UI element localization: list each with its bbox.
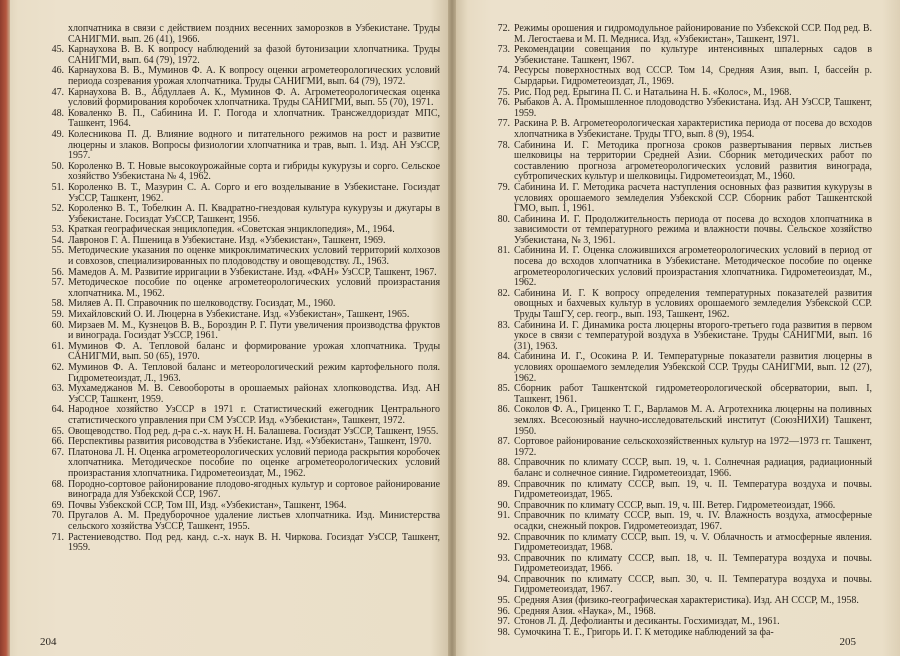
entry-text: Карнаухова В. В. К вопросу наблюдений за фазой бутонизации хлопчатника. Труды САНИГМИ, вып. 64 (79), 1972.: [68, 44, 440, 66]
entry-number: 97.: [497, 616, 510, 628]
entry-number: 98.: [497, 626, 510, 638]
entry-number: 59.: [51, 309, 64, 321]
entry-text: Коваленко В. П., Сабинина И. Г. Погода и хлопчатник. Трансжелдориздат МПС, Ташкент, 1964.: [68, 107, 440, 130]
entry-text: Колесникова П. Д. Влияние водного и питательного режимов на рост и развитие люцерны и злаков. Вопросы физиологии хлопчатника и трав, вып. 1. Изд. АН УзССР, 1957.: [68, 128, 440, 162]
entry-number: 86.: [497, 404, 510, 416]
entry-number: 75.: [497, 86, 510, 98]
entry-number: 60.: [51, 319, 64, 331]
entry-text: Мирзаев М. М., Кузнецов В. В., Бороздин Р. Г. Пути увеличения производства фруктов и винограда. Госиздат УзССР, 1961.: [68, 319, 440, 342]
entry-number: 84.: [497, 351, 510, 363]
bibliography-entry: [40, 363, 440, 384]
entry-number: 72.: [497, 23, 510, 34]
entry-text: Овощеводство. Под ред. д-ра с.-х. наук Н. Н. Балашева. Госиздат УзССР, Ташкент, 1955.: [68, 425, 439, 437]
entry-text: Методическое пособие по оценке агрометеорологических условий произрастания хлопчатника. М., 1962.: [68, 277, 440, 299]
entry-number: 55.: [51, 245, 64, 257]
entry-number: 82.: [497, 287, 510, 299]
bibliography-entry: [40, 480, 440, 501]
entry-number: 54.: [51, 234, 64, 246]
entry-number: 81.: [497, 245, 510, 257]
entry-number: 79.: [497, 181, 510, 193]
entry-number: 96.: [497, 605, 510, 617]
entry-text: Ресурсы поверхностных вод СССР. Том 14, Средняя Азия, вып. I, бассейн р. Сырдарьи. Гидрометеоиздат, Л., 1969.: [514, 65, 872, 87]
bibliography-entry: [486, 437, 872, 458]
entry-text: Мамедов А. М. Развитие ирригации в Узбекистане. Изд. «ФАН» УзССР, Ташкент, 1967.: [68, 266, 437, 278]
entry-text: Справочник по климату СССР, вып. 19, ч. III. Ветер. Гидрометеоиздат, 1966.: [514, 499, 836, 511]
entry-text: Стонов Л. Д. Дефолианты и десиканты. Госхимиздат, М., 1961.: [514, 616, 780, 628]
bibliography-entry: [40, 321, 440, 342]
bibliography-entry: [40, 448, 440, 480]
entry-text: Муминов Ф. А. Тепловой баланс и формирование урожая хлопчатника. Труды САНИГМИ, вып. 50 (65), 1970.: [68, 340, 440, 363]
entry-number: 80.: [497, 213, 510, 225]
entry-text: Сумочкина Т. Е., Григорь И. Г. К методике наблюдений за фа-: [514, 626, 774, 638]
entry-number: 52.: [51, 203, 64, 215]
bibliography-entry: [486, 98, 872, 119]
entry-text: Сабинина И. Г. Оценка сложившихся агрометеорологических условий в период от посева до всходов хлопчатника в Узбекистане. Методическое пособие по оценке агрометеорологических условий произрастания хлопчатника. Гидрометеоиздат, М., 1962.: [514, 245, 872, 289]
entry-text: Справочник по климату СССР, вып. 19, ч. IV. Влажность воздуха, атмосферные осадки, снежный покров. Гидрометеоиздат, 1967.: [514, 510, 872, 532]
entry-text: Растениеводство. Под ред. канд. с.-х. наук В. Н. Чиркова. Госиздат УзССР, Ташкент, 1959.: [68, 531, 440, 554]
bibliography-entry: [486, 141, 872, 183]
entry-text: Муминов Ф. А. Тепловой баланс и метеорологический режим картофельного поля. Гидрометеоиздат, Л., 1963.: [68, 362, 440, 384]
bibliography-entry: [40, 66, 440, 87]
bibliography-entry: [40, 533, 440, 554]
bibliography-entry: [486, 458, 872, 479]
bibliography-entry: [40, 183, 440, 204]
right-page: [452, 0, 900, 656]
entry-text: Короленко В. Т., Мазурин С. А. Сорго и его возделывание в Узбекистане. Госиздат УзССР, Ташкент, 1962.: [68, 181, 440, 204]
entry-text: Средняя Азия (физико-географическая характеристика). Изд. АН СССР, М., 1958.: [514, 595, 859, 607]
entry-number: 47.: [51, 86, 64, 98]
entry-text: Сабинина И. Г. Продолжительность периода от посева до всходов хлопчатника в зависимости от температурного режима и влажности почвы. Сельское хозяйство Узбекистана, № 3, 1961.: [514, 213, 872, 246]
left-page-number: 204: [40, 636, 57, 648]
entry-number: 90.: [497, 499, 510, 511]
entry-number: 68.: [51, 478, 64, 490]
entry-number: 83.: [497, 319, 510, 331]
entry-text: Рыбаков А. А. Промышленное плодоводство Узбекистана. Изд. АН УзССР, Ташкент, 1959.: [514, 97, 872, 119]
entry-number: 66.: [51, 436, 64, 448]
bibliography-entry: [40, 246, 440, 267]
bibliography-entry: [486, 533, 872, 554]
entry-text: Режимы орошения и гидромодульное районирование по Узбекской ССР. Под ред. В. М. Легостаева и М. П. Медниса. Изд. «Узбекистан», Ташкент, 1971.: [514, 23, 872, 45]
entry-number: 87.: [497, 436, 510, 448]
entry-text: Соколов Ф. А., Гриценко Т. Г., Варламов М. А. Агротехника люцерны на поливных землях. Всесоюзный научно-исследовательский институт (СоюзНИХИ) Ташкент, 1950.: [514, 404, 872, 437]
entry-text: Сабинина И. Г. Методика прогноза сроков развертывания первых листьев шелковицы на территории Средней Азии. Сборник методических работ по составлению прогноза агрометеорологических условий развития винограда, субтропических культур и шелковицы. Гидрометеоиздат, М., 1960.: [514, 139, 872, 183]
entry-number: 51.: [51, 181, 64, 193]
book-gutter: [448, 0, 456, 656]
entry-number: 89.: [497, 478, 510, 490]
entry-text: Справочник по климату СССР, вып. 19, ч. V. Облачность и атмосферные явления. Гидрометеоиздат, 1968.: [514, 531, 872, 554]
entry-number: 77.: [497, 118, 510, 130]
entry-text: Сабинина И. Г. К вопросу определения температурных показателей развития овощных и бахчевых культур в условиях орошаемого земледелия Узбекской ССР. Труды ТашГУ, сер. геогр., вып. 193, Ташкент, 1962.: [514, 287, 872, 321]
bibliography-entry: [486, 511, 872, 532]
entry-number: 74.: [497, 65, 510, 77]
entry-text: Миляев А. П. Справочник по шелководству. Госиздат, М., 1960.: [68, 298, 336, 310]
bibliography-entry: [486, 384, 872, 405]
entry-number: 91.: [497, 510, 510, 522]
entry-number: 70.: [51, 510, 64, 522]
bibliography-entry: [486, 24, 872, 45]
entry-text: Пругалов А. М. Предуборочное удаление листьев хлопчатника. Изд. Министерства сельского хозяйства УзССР, Ташкент, 1955.: [68, 510, 440, 532]
entry-text: Краткая географическая энциклопедия. «Советская энциклопедия», М., 1964.: [68, 224, 395, 236]
bibliography-entry: [40, 130, 440, 162]
entry-number: 94.: [497, 573, 510, 585]
entry-number: 56.: [51, 266, 64, 278]
entry-number: 67.: [51, 446, 64, 458]
entry-text: Короленко В. Т., Тобелкин А. П. Квадратно-гнездовая культура кукурузы и джугары в Узбекистане. Госиздат УзССР, Ташкент, 1956.: [68, 203, 440, 225]
entry-text: Справочник по климату СССР, вып. 18, ч. II. Температура воздуха и почвы. Гидрометеоиздат, 1966.: [514, 552, 872, 575]
entry-text: Средняя Азия. «Наука», М., 1968.: [514, 605, 656, 617]
bibliography-entry: [486, 575, 872, 596]
entry-text: хлопчатника в связи с действием поздних весенних заморозков в Узбекистане. Труды САНИГМИ. вып. 26 (41), 1966.: [68, 23, 440, 45]
entry-text: Справочник по климату СССР, вып. 19, ч. II. Температура воздуха и почвы. Гидрометеоиздат, 1965.: [514, 478, 872, 501]
entry-text: Карнаухова В. В., Абдуллаев А. К., Муминов Ф. А. Агрометеорологическая оценка условий формирования коробочек хлопчатника. Труды САНИГМИ, вып. 55 (70), 1971.: [68, 86, 440, 109]
entry-text: Сборник работ Ташкентской гидрометеорологической обсерватории, вып. I, Ташкент, 1961.: [514, 383, 872, 405]
entry-number: 78.: [497, 139, 510, 151]
entry-number: 71.: [51, 531, 64, 543]
bibliography-entry: [486, 405, 872, 437]
entry-number: 58.: [51, 298, 64, 310]
bibliography-entry: [486, 215, 872, 247]
bibliography-entry: [40, 278, 440, 299]
entry-number: 69.: [51, 499, 64, 511]
entry-number: 73.: [497, 44, 510, 56]
entry-text: Справочник по климату СССР, вып. 19, ч. 1. Солнечная радиация, радиационный баланс и солнечное сияние. Гидрометеоиздат, 1966.: [514, 457, 872, 479]
bibliography-entry: [40, 109, 440, 130]
entry-text: Рис. Под ред. Ерыгина П. С. и Натальина Н. Б. «Колос», М., 1968.: [514, 86, 792, 98]
entry-number: 93.: [497, 552, 510, 564]
entry-text: Породно-сортовое районирование плодово-ягодных культур и сортовое районирование винограда для Узбекской ССР, 1967.: [68, 478, 440, 501]
entry-text: Сабинина И. Г., Осокина Р. И. Температурные показатели развития люцерны в условиях орошаемого земледелия Узбекской ССР. Труды САНИГМИ, вып. 12 (27), 1962.: [514, 351, 872, 384]
entry-number: 45.: [51, 44, 64, 56]
entry-text: Короленко В. Т. Новые высокоурожайные сорта и гибриды кукурузы и сорго. Сельское хозяйство Узбекистана № 4, 1962.: [68, 160, 440, 183]
entry-number: 88.: [497, 457, 510, 469]
entry-text: Народное хозяйство УзССР в 1971 г. Статистический ежегодник Центрального статистического управления при СМ УзССР. Изд. «Узбекистан», Ташкент, 1972.: [68, 404, 440, 426]
bibliography-entry: [486, 480, 872, 501]
entry-text: Методические указания по оценке микроклиматических условий территорий колхозов и совхозов, специализированных по плодоводству и овощеводству. Л., 1963.: [68, 245, 440, 268]
entry-text: Рекомендации совещания по культуре интенсивных шпалерных садов в Узбекистане. Ташкент, 1967.: [514, 44, 872, 66]
entry-number: 85.: [497, 383, 510, 395]
entry-number: 92.: [497, 531, 510, 543]
bibliography-entry: [486, 321, 872, 353]
entry-text: Справочник по климату СССР, вып. 30, ч. II. Температура воздуха и почвы. Гидрометеоиздат, 1967.: [514, 573, 872, 596]
entry-text: Мухамеджанов М. В. Севообороты в орошаемых районах хлопководства. Изд. АН УзССР, Ташкент, 1959.: [68, 383, 440, 405]
entry-number: 95.: [497, 595, 510, 607]
entry-text: Сабинина И. Г. Методика расчета наступления основных фаз развития кукурузы в условиях орошаемого земледелия Узбекской ССР. Сборник работ Ташкентской ГМО, вып. 1, 1961.: [514, 181, 872, 215]
entry-number: 49.: [51, 128, 64, 140]
entry-text: Сабинина И. Г. Динамика роста люцерны второго-третьего года развития в первом укосе в связи с температурой воздуха в Узбекистане. Труды САНИГМИ, вып. 16 (31), 1963.: [514, 319, 872, 352]
entry-number: 61.: [51, 340, 64, 352]
right-page-number: 205: [839, 636, 856, 648]
bibliography-entry: [486, 66, 872, 87]
bibliography-entry: [40, 24, 440, 45]
book-cover-edge: [0, 0, 10, 656]
entry-text: Михайловский О. И. Люцерна в Узбекистане. Изд. «Узбекистан», Ташкент, 1965.: [68, 309, 410, 321]
bibliography-entry: [40, 45, 440, 66]
entry-text: Почвы Узбекской ССР, Том III, Изд. «Узбекистан», Ташкент, 1964.: [68, 499, 347, 511]
entry-text: Перспективы развития рисоводства в Узбекистане. Изд. «Узбекистан», Ташкент, 1970.: [68, 436, 432, 448]
bibliography-entry: [40, 88, 440, 109]
bibliography-entry: [486, 352, 872, 384]
bibliography-entry: [486, 628, 872, 639]
bibliography-entry: [40, 405, 440, 426]
bibliography-entry: [40, 204, 440, 225]
entry-number: 53.: [51, 224, 64, 236]
bibliography-entry: [486, 119, 872, 140]
entry-number: 57.: [51, 277, 64, 289]
entry-text: Раскина Р. В. Агрометеорологическая характеристика периода от посева до всходов хлопчатника в Узбекистане. Труды ТГО, вып. 8 (9), 1954.: [514, 118, 872, 140]
bibliography-entry: [486, 246, 872, 288]
bibliography-entry: [486, 183, 872, 215]
entry-number: 65.: [51, 425, 64, 437]
entry-number: 48.: [51, 107, 64, 119]
bibliography-entry: [40, 162, 440, 183]
bibliography-entry: [486, 289, 872, 321]
left-page-bibliography: [40, 24, 440, 554]
bibliography-entry: [40, 384, 440, 405]
entry-number: 63.: [51, 383, 64, 395]
entry-number: 62.: [51, 362, 64, 373]
entry-number: 46.: [51, 65, 64, 77]
bibliography-entry: [40, 342, 440, 363]
right-page-bibliography: [486, 24, 872, 638]
entry-text: Сортовое районирование сельскохозяйственных культур на 1972—1973 гг. Ташкент, 1972.: [514, 436, 872, 458]
bibliography-entry: [486, 45, 872, 66]
entry-text: Платонова Л. Н. Оценка агрометеорологических условий периода раскрытия коробочек хлопчатника. Методическое пособие по оценке агрометеорологических условий произрастания хлопчатника. Гидрометеоиздат, М., 1962.: [68, 446, 440, 479]
entry-text: Карнаухова В. В., Муминов Ф. А. К вопросу оценки агрометеорологических условий периода созревания урожая хлопчатника. Труды САНИГМИ, вып. 64 (79), 1972.: [68, 65, 440, 87]
entry-text: Лавронов Г. А. Пшеница в Узбекистане. Изд. «Узбекистан», Ташкент, 1969.: [68, 234, 386, 246]
entry-number: 76.: [497, 97, 510, 109]
bibliography-entry: [40, 511, 440, 532]
entry-number: 64.: [51, 404, 64, 416]
bibliography-entry: [486, 554, 872, 575]
entry-number: 50.: [51, 160, 64, 172]
